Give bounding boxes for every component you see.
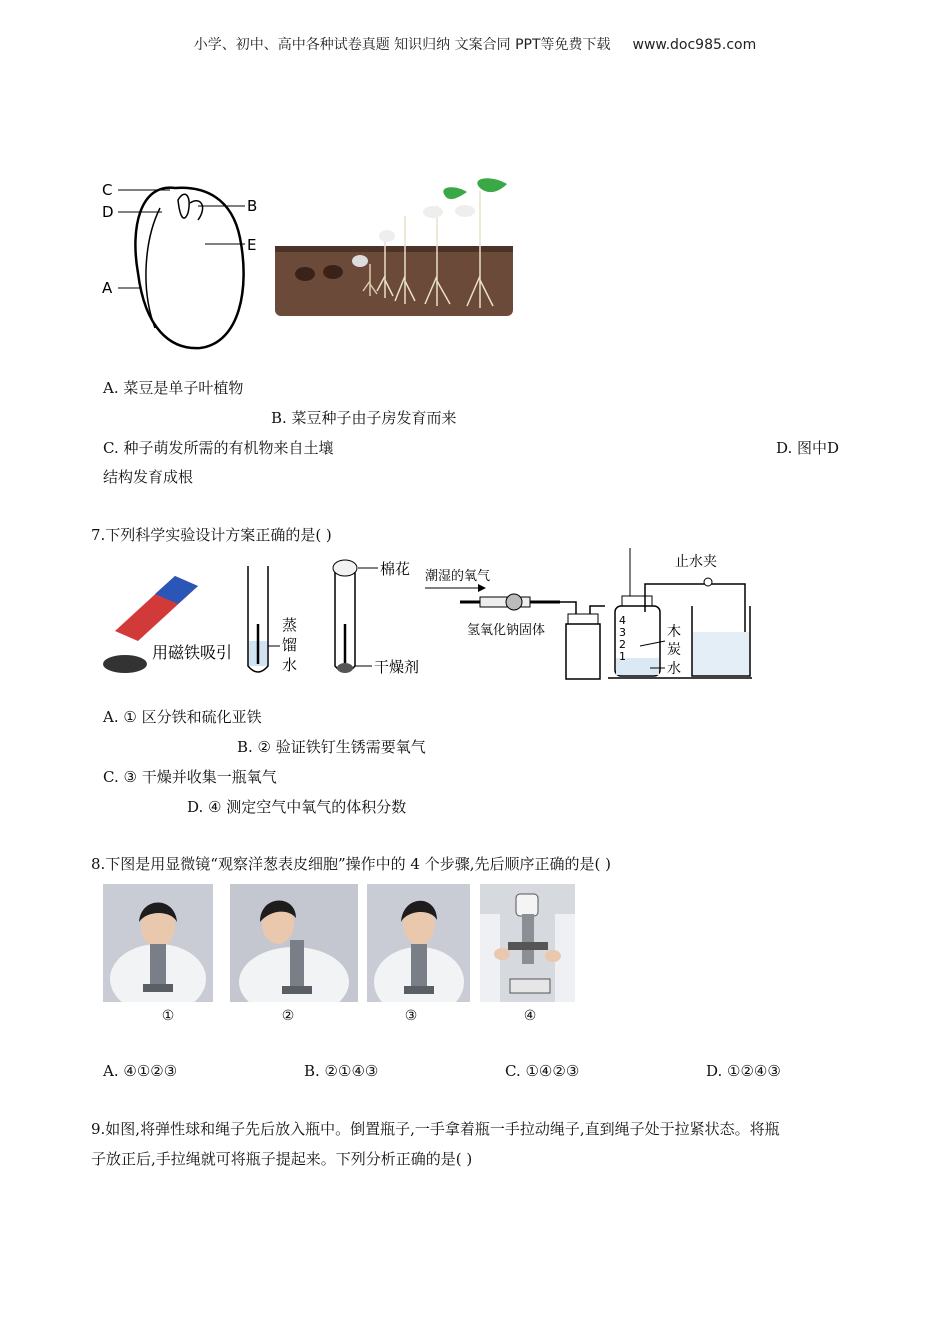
- q8-stem: 8.下图是用显微镜“观察洋葱表皮细胞”操作中的 4 个步骤,先后顺序正确的是( ): [91, 855, 611, 873]
- seed-label-a: A: [102, 279, 113, 297]
- oxygen-volume-setup: [608, 548, 752, 678]
- header-site: www.doc985.com: [632, 37, 757, 53]
- magnet-label: 用磁铁吸引: [152, 643, 233, 662]
- scale-1: 1: [619, 650, 626, 663]
- bean-seed-diagram: [100, 178, 270, 353]
- desiccant-label: 干燥剂: [374, 658, 420, 676]
- q6-option-d: D. 图中D: [776, 439, 840, 457]
- q9-stem-line2: 子放正后,手拉绳就可将瓶子提起来。下列分析正确的是( ): [91, 1150, 473, 1168]
- q8-caption-1: ①: [161, 1008, 175, 1024]
- header-text: 小学、初中、高中各种试卷真题 知识归纳 文案合同 PPT等免费下载: [193, 37, 611, 53]
- microscope-photo-4: [480, 884, 575, 1002]
- scale-2: 2: [619, 638, 626, 651]
- page-header: [0, 34, 950, 54]
- water-char-3: 水: [282, 656, 298, 674]
- q7-experiment-diagram: [100, 546, 760, 686]
- seed-label-b: B: [247, 197, 258, 215]
- q8-option-b: B. ②①④③: [304, 1062, 379, 1080]
- seed-germination-image: [275, 176, 515, 318]
- cotton-label: 棉花: [380, 560, 411, 578]
- q6-option-b: B. 菜豆种子由子房发育而来: [271, 409, 457, 427]
- q6-option-d-cont: 结构发育成根: [103, 468, 194, 486]
- scale-3: 3: [619, 626, 626, 639]
- q9-stem-line1: 9.如图,将弹性球和绳子先后放入瓶中。倒置瓶子,一手拿着瓶一手拉动绳子,直到绳子处于拉紧状态。将瓶: [91, 1120, 780, 1138]
- charcoal-char-1: 木: [667, 624, 681, 640]
- seed-label-e: E: [247, 236, 257, 254]
- q8-caption-2: ②: [281, 1008, 295, 1024]
- microscope-photo-2: [230, 884, 358, 1002]
- q7-option-a: A. ① 区分铁和硫化亚铁: [103, 708, 262, 726]
- naoh-label: 氢氧化钠固体: [467, 623, 546, 638]
- seed-label-c: C: [102, 181, 113, 199]
- q7-option-b: B. ② 验证铁钉生锈需要氧气: [237, 738, 426, 756]
- charcoal-char-2: 炭: [667, 642, 681, 658]
- q7-option-d: D. ④ 测定空气中氧气的体积分数: [187, 798, 407, 816]
- microscope-photo-1: [103, 884, 213, 1002]
- water-char-1: 蒸: [282, 616, 298, 634]
- wet-oxygen-label: 潮湿的氧气: [425, 569, 491, 584]
- test-tube-water: [248, 566, 297, 674]
- q6-option-c: C. 种子萌发所需的有机物来自土壤: [103, 439, 334, 457]
- q6-option-a: A. 菜豆是单子叶植物: [103, 379, 244, 397]
- q8-caption-3: ③: [404, 1008, 418, 1024]
- q8-option-d: D. ①②④③: [706, 1062, 781, 1080]
- oxygen-drying-setup: [425, 568, 605, 679]
- seed-label-d: D: [102, 203, 114, 221]
- microscope-photo-3: [367, 884, 470, 1002]
- clip-label: 止水夹: [675, 554, 717, 570]
- test-tube-desiccant: [333, 560, 419, 676]
- scale-4: 4: [619, 614, 626, 627]
- q7-stem: 7.下列科学实验设计方案正确的是( ): [91, 526, 332, 544]
- magnet-setup: [103, 576, 232, 673]
- q8-option-c: C. ①④②③: [505, 1062, 580, 1080]
- q7-option-c: C. ③ 干燥并收集一瓶氧气: [103, 768, 277, 786]
- q8-caption-4: ④: [523, 1008, 537, 1024]
- q8-option-a: A. ④①②③: [103, 1062, 178, 1080]
- water-char-2: 馏: [282, 636, 298, 654]
- water2-label: 水: [667, 661, 681, 677]
